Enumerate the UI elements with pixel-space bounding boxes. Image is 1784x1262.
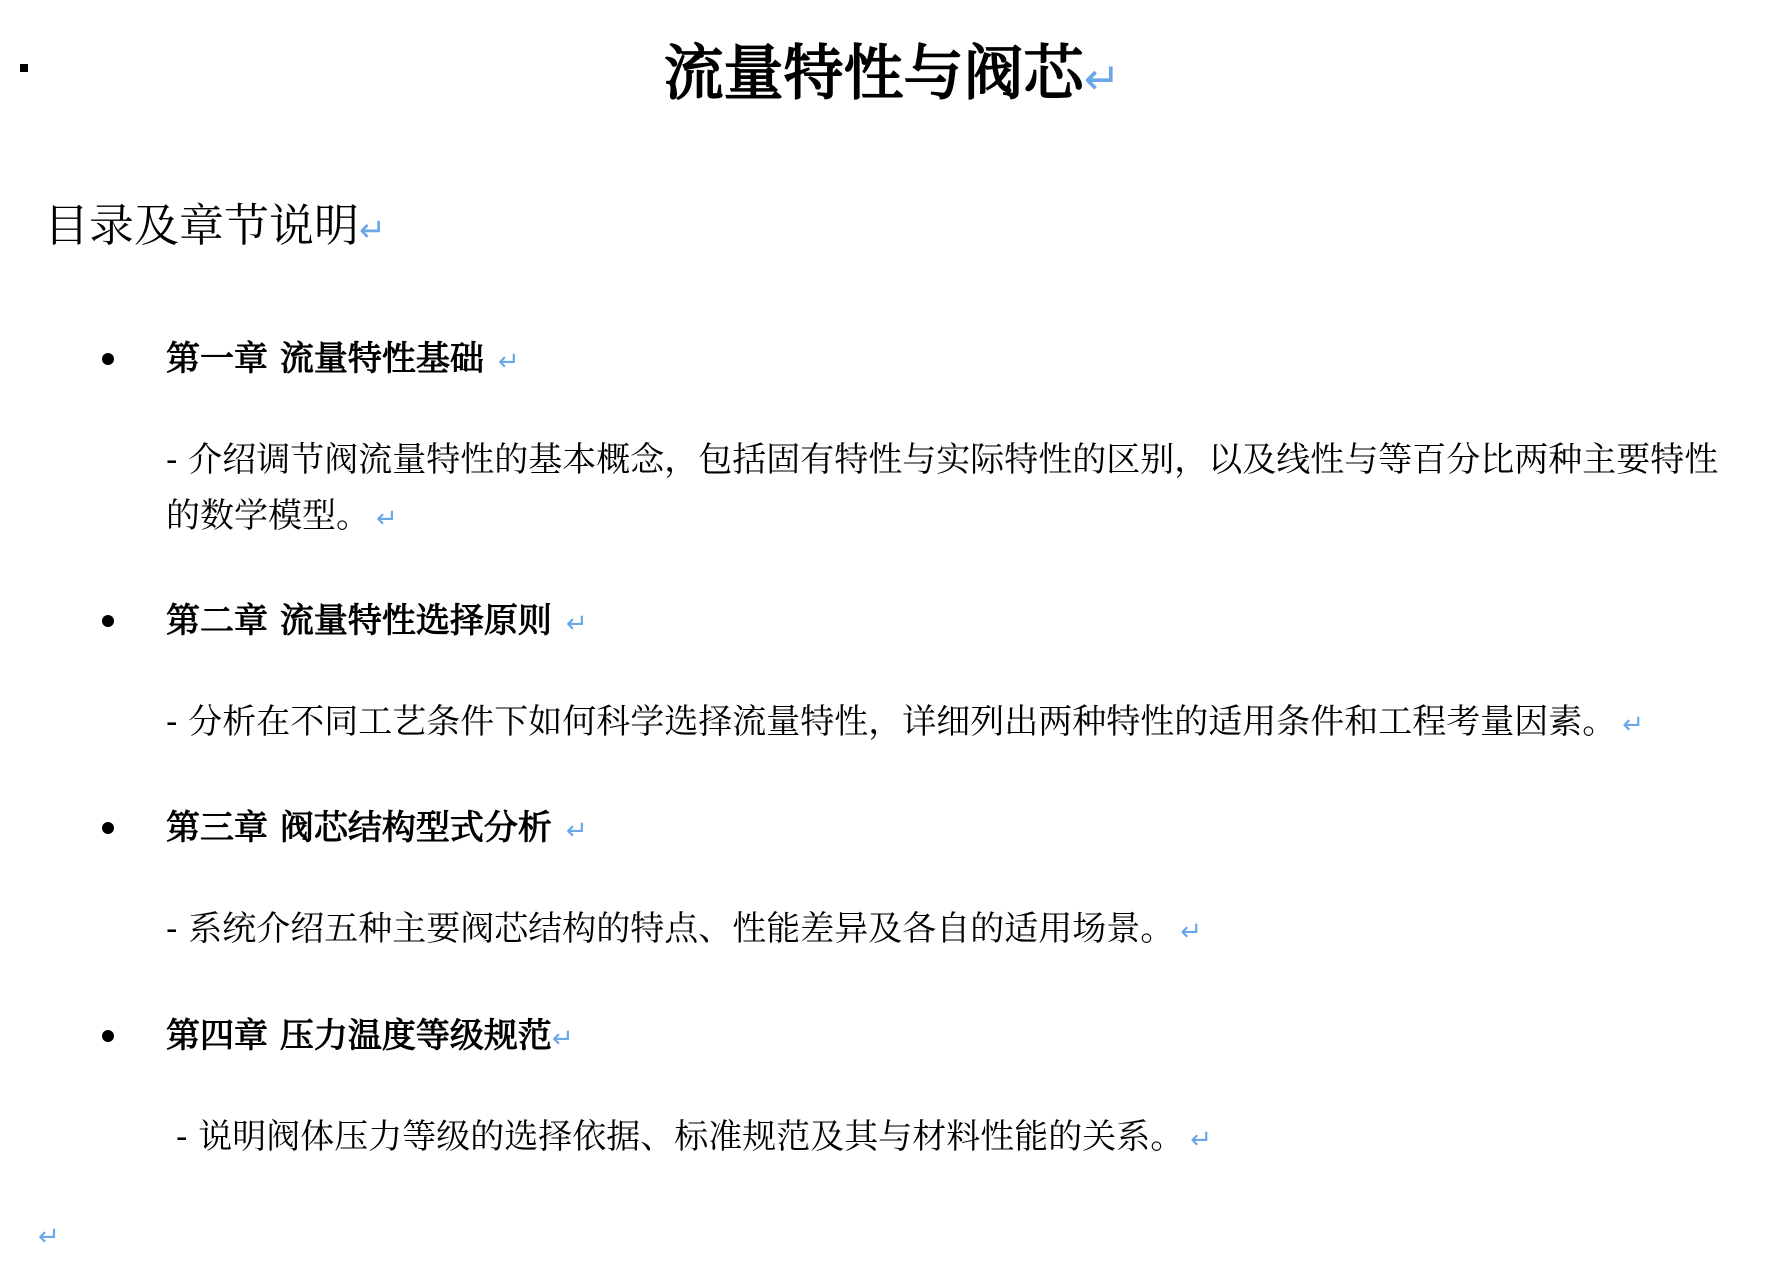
chapter-title-text: 第三章 阀芯结构型式分析 [166, 808, 552, 848]
chapter-description [176, 1109, 1736, 1168]
paragraph-mark-icon: ↵ [1622, 710, 1645, 740]
paragraph-mark-icon: ↵ [1083, 54, 1121, 105]
chapter-title [166, 598, 588, 647]
chapter-description-text: - 分析在不同工艺条件下如何科学选择流量特性，详细列出两种特性的适用条件和工程考量因素。 [166, 702, 1617, 742]
paragraph-mark-icon: ↵ [551, 1024, 574, 1054]
chapter-title [166, 805, 588, 854]
bullet-icon [102, 353, 114, 365]
chapter-title-text: 第四章 压力温度等级规范 [166, 1016, 552, 1056]
chapter-title [166, 336, 520, 385]
paragraph-mark-icon: ↵ [565, 816, 588, 846]
chapter-title [166, 1013, 574, 1062]
chapter-description [166, 694, 1726, 753]
chapter-title-text: 第二章 流量特性选择原则 [166, 601, 552, 641]
bullet-icon [102, 615, 114, 627]
chapter-title-text: 第一章 流量特性基础 [166, 339, 484, 379]
document-title [0, 34, 1784, 120]
paragraph-mark-icon: ↵ [359, 211, 386, 249]
bullet-icon [102, 1030, 114, 1042]
section-heading-text: 目录及章节说明 [44, 199, 360, 252]
paragraph-mark-icon: ↵ [497, 347, 520, 377]
chapter-description [166, 901, 1726, 960]
chapter-description-text: - 说明阀体压力等级的选择依据、标准规范及其与材料性能的关系。 [176, 1117, 1185, 1157]
paragraph-mark-icon: ↵ [38, 1222, 60, 1252]
paragraph-mark-icon: ↵ [376, 504, 398, 534]
chapter-description-text: - 介绍调节阀流量特性的基本概念，包括固有特性与实际特性的区别，以及线性与等百分比两种主要特性的数学模型。 [166, 440, 1719, 536]
section-heading [44, 196, 386, 260]
paragraph-mark-icon: ↵ [1190, 1125, 1213, 1155]
paragraph-mark-icon: ↵ [565, 609, 588, 639]
chapter-description-text: - 系统介绍五种主要阀芯结构的特点、性能差异及各自的适用场景。 [166, 909, 1175, 949]
chapter-description [166, 432, 1726, 547]
document-title-text: 流量特性与阀芯 [663, 39, 1084, 109]
paragraph-mark-icon: ↵ [1180, 917, 1203, 947]
bullet-icon [102, 822, 114, 834]
